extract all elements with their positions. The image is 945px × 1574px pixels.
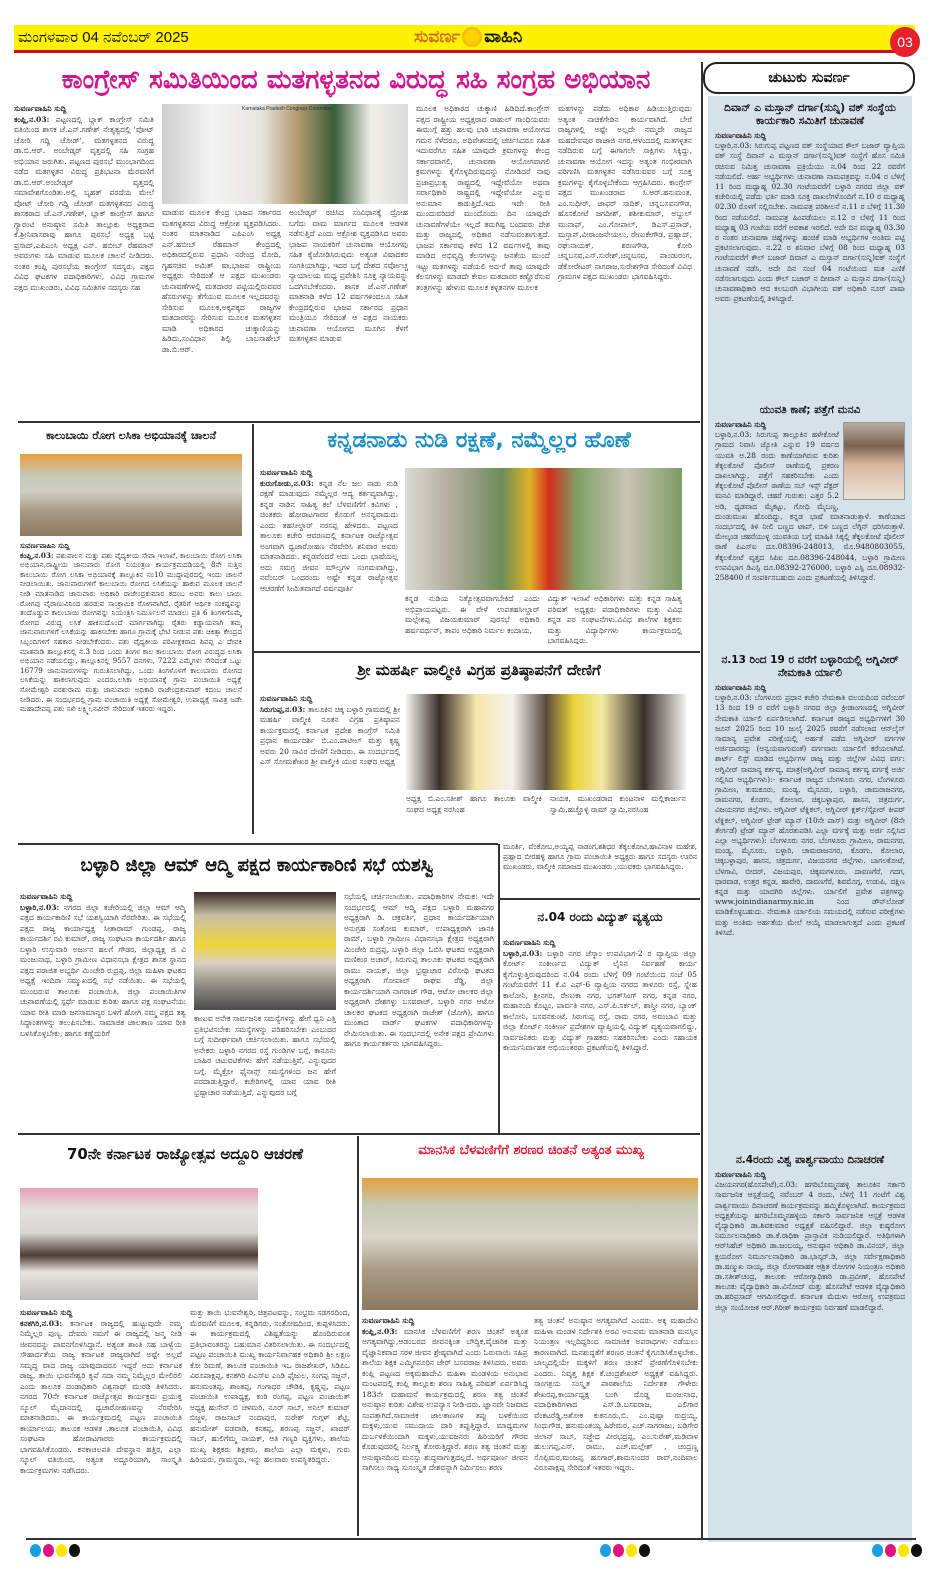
magenta-dot-icon: [43, 1544, 54, 1557]
article-text: ಮಾಡುವ ಮೂಲಕ ಕೇಂದ್ರ ಭಾಜಪ ಸರ್ಕಾರದ ಮತಗಳ್ಳತನದ ವಿರುದ್ಧ ಆಕ್ರೋಶ ವ್ಯಕ್ತಪಡಿಸಿದರು. ನಂತರ ಮಾತನಾಡಿದ ಎಪಿಎಂಸಿ ಅಧ್ಯಕ್ಷ ಎನ್.ಹಬೀಬ್ ರೆಹಮಾನ್ ಕೇಂದ್ರದಲ್ಲಿ ಅಧಿಕಾರದಲ್ಲಿರುವ ಪ್ರಧಾನಿ ನರೇಂದ್ರ ಮೋದಿ, ಗೃಹಸಚಿವ ಅಮಿತ್ ಷಾ,ಭಾಜಪ ರಾಷ್ಟ್ರೀಯ ಅಧ್ಯಕ್ಷರು ಸೇರಿದಂತೆ ಆ ಪಕ್ಷದ ಮುಖಂಡರು ಚುನಾವಣೆಗಳಲ್ಲಿ ಮತದಾರರ ಪಟ್ಟಿಯಲ್ಲಿರುವವರ ಹೆಸರುಗಳನ್ನು ತೆಗೆಯುವ ಮೂಲಕ ಇಲ್ಲದವರನ್ನು ಸೇರಿಸುವ ಮೂಲಕ,ಅಕ್ಕಪಕ್ಕದ ರಾಜ್ಯಗಳ ಮತದಾರರನ್ನು ಸೇರಿಸುವ ಮೂಲಕ ಮತಗಳ್ಳತನ ಮಾಡಿ ಅಧಿಕಾರದ ಚುಕ್ಕಾಣಿಯನ್ನು ಹಿಡಿದು,ಸಂವಿಧಾನ ಶಿಲ್ಪಿ ಬಾಬಸಾಹೇಬ್ ಡಾ.ಬಿ.ಆರ್.: [162, 208, 281, 354]
article-text: ಕನ್ನಡ ನುಡಿಯ ನಿತ್ಯೋತ್ಸವವಾಗಬೇಕಿದೆ ಎಂದು ಅಭಿಪ್ರಾಯಪಟ್ಟರು. ಈ ವೇಳೆ ಉಪತಹಸೀಲ್ದಾರ್ ಮಲ್ಲೇಶಪ್ಪ ವಿಜಯಕುಮಾರ್ ಪುರಸಭೆ ಅಧಿಕಾರಿ ಹರ್ಷವರ್ಧನ್, ತಾಪಂ ಅಧಿಕಾರಿ ನಿರ್ಮಲ ಕಂದಾಯ,: [405, 594, 540, 635]
article-text: ಬಳ್ಳಾರಿ,ನ.03: ಸಿರುಗುಪ್ಪ ಪಟ್ಟಣದ ವಕ್ ಸಂಸ್ಥೆಯಾದ ಕೌಲ್ ಬಜಾರ್ ವ್ಯಾಪ್ತಿಯ ವಕ್ ಸಂಸ್ಥೆ ದಿವಾನ್ ಎ ಮಸ್ತಾನ್ ದರ್ಗಾ(ಸುನ್ನಿ)ವಕ್ ಸಂಸ್ಥೆಗೆ ಹೊಸ ಸಮಿತಿ ರಚಿಸುವ ನಿಮಿತ್ತ ಚುನಾವಣಾ ಪ್ರಕ್ರಿಯೆಯು ನ.04 ರಿಂದ 22 ರವರೆಗೆ ನಡೆಯಲಿದೆ. ಅರ್ಹ ಅಭ್ಯರ್ಥಿಗಳು ಚುನಾವಣಾ ನಾಮಪತ್ರವನ್ನು ನ.04 ರ ಬೆಳಿಗ್ಗೆ 11 ರಿಂದ ಮಧ್ಯಾಹ್ನ 02.30 ಗಂಟೆಯವರೆಗೆ ಬಳ್ಳಾರಿ ನಗರದ ಜಿಲ್ಲಾ ವಕ್ ಕಚೇರಿಯಲ್ಲಿ ಪಡೆದು ಭರ್ತಿ ಮಾಡಿ ಸೂಕ್ತ ದಾಖಲೆಗಳೊಂದಿಗೆ ನ.10 ರ ಮಧ್ಯಾಹ್ನ 02.30 ರೊಳಗೆ ಸಲ್ಲಿಸಬೇಕು. ನಾಮಪತ್ರ ಪರಿಶೀಲನೆ ನ.11 ರ ಬೆಳಿಗ್ಗೆ 11.30 ರಿಂದ ನಡೆಯಲಿದೆ. ನಾಮಪತ್ರ ಹಿಂಪಡೆಯಲು ನ.12 ರ ಬೆಳಿಗ್ಗೆ 11 ರಿಂದ ಮಧ್ಯಾಹ್ನ 03 ಗಂಟೆಯ ವರೆಗೆ ಅವಕಾಶ ಇರಲಿದೆ. ಅದೇ ದಿನ ಮಧ್ಯಾಹ್ನ 03.30 ರ ನಂತರ ಚುನಾವಣಾ ಚಿಹ್ನೆಗಳನ್ನು ಹಂಚಿಕೆ ಮಾಡಿ ಅಭ್ಯರ್ಥಿಗಳ ಅಂತಿಮ ಪಟ್ಟಿ ಪ್ರಕಟಿಸಲಾಗುವುದು. ನ.22 ರ ಶನಿವಾರ ಬೆಳಿಗ್ಗೆ 08 ರಿಂದ ಮಧ್ಯಾಹ್ನ 03 ಗಂಟೆಯವರೆಗೆ ಕೌಲ್ ಬಜಾರ್ ದಿವಾನ್ ಎ ಮಸ್ತಾನ್ ದರ್ಗಾ(ಸುನ್ನಿ)ವಕ್ ಸಂಸ್ಥೆಗೆ ಚುನಾವಣೆ ನಡೆಸಿ, ಅದೇ ದಿನ ಸಂಜೆ 04 ಗಂಟೆಯಿಂದ ಮತ ಎಣಿಕೆ ನಡೆಸಲಾಗುವುದು ಎಂದು ಕೌಲ್ ಬಜಾರ್ ನ ದೀವಾನ್ ಎ ಮಸ್ತಾನ ದರ್ಗಾ(ಸುನ್ನಿ) ಚುನಾವಣಾಧಿಕಾರಿ ಆದ ಕಲಬುರಗಿ ವಿಭಾಗೀಯ ವಕ್ ಅಧಿಕಾರಿ ನೂರ್ ಪಾಷಾ ಅವರು ಪ್ರಕಟಣೆಯಲ್ಲಿ ತಿಳಿಸಿದ್ದಾರೆ.: [715, 141, 905, 304]
byline: ಸುವರ್ಣವಾಹಿನಿ ಸುದ್ದಿ: [715, 131, 766, 140]
article-text: ಮೂಲಕ ಅಧಿಕಾರದ ಚುಕ್ಕಾಣಿ ಹಿಡಿದಿದೆ.ಕಾಂಗ್ರೇಸ್ ಪಕ್ಷದ ರಾಷ್ಟ್ರೀಯ ಅಧ್ಯಕ್ಷರಾದ ರಾಹುಲ್ ಗಾಂಧಿಯವರು ಈಮುಗ್ಗೆ ಹತ್ತು ಹಲವು ಭಾರಿ ಚುನಾವಣಾ ಆಯೋಗದ ಗಮನ ಸೆಳೆದರೂ, ಅಧಿವೇಶನದಲ್ಲಿ ಚರ್ಚಿಸಿದರೂ ಸಹಿತ ಇದುವರೆಗೂ ಸಹಿತ ಯಾವುದೇ ಕ್ರಮಗಳನ್ನು ಕೇಂದ್ರ ಸರ್ಕಾರವಾಗಲಿ, ಚುನಾವಣಾ ಆಯೋಗವಾಗಲಿ ಕ್ರಮಗಳನ್ನು ಕೈಗೊಳ್ಳದಿರುವುದನ್ನು ನೋಡಿದರೆ ನಾವು ಪ್ರಜಾಪ್ರಭುತ್ವ ರಾಷ್ಟ್ರದಲ್ಲಿ ಇದ್ದೇವೆಯೋ ಅಥವಾ ಸರ್ವಾಧಿಕಾರಿ ರಾಷ್ಟ್ರದಲ್ಲಿ ಇದ್ದೇವೆಯೋ ಎನ್ನುವ ಅನುಮಾನ ಕಾಡುತ್ತಿದೆ.ಇದು ಇದೇ ರೀತಿ ಮುಂದುವರಿದರೆ ಮುಂದೊಂದು ದಿನ ಯಾವುದೇ ಚುನಾವಣೆಗಳೆಯೇ ಇಲ್ಲದೆ ತಮಗಿಷ್ಟ ಬಂದವರು ದೇಶ ಮತ್ತು ರಾಜ್ಯದಲ್ಲಿ ಅಧಿಕಾರ ನಡೆಸುವಂತಾಗುತ್ತದೆ. ಭಾಜಪ ಸರ್ಕಾರವು ಕಳೆದ 12 ವರ್ಷಗಳಲ್ಲಿ ತಾವು ಮಾಡಿದ ಅಭಿವೃದ್ಧಿ ಕೆಲಸಗಳನ್ನು ಜನತೆಯ ಮುಂದೆ ಇಟ್ಟು ಮತಗಳನ್ನು ಪಡೆಯಲಿ ಅದ-ರೆ ತಾವು ಯಾವುದೇ ಕೆಲಸಗಳನ್ನು ಮಾಡದೇ ಕೇವಲ ಮತದಾರರ ಕಣ್ಣೊರೆಸುವ ತಂತ್ರಗಳನ್ನು ಹೇಳುವ ಮೂಲಕ ಕಳ್ಳತನಗಳ ಮೂಲಕ: [416, 104, 550, 292]
story-valmiki-idol-donation: [258, 654, 700, 834]
sharana-cow-photo: [362, 1178, 698, 1310]
sidebar-item-missing-woman: [708, 398, 912, 648]
headline: ಯುವತಿ ಕಾಣೆ; ಪತ್ತೆಗೆ ಮನವಿ: [759, 404, 861, 416]
divider: [18, 421, 700, 423]
black-dot-icon: [639, 1544, 650, 1557]
article-text: ಕನ್ನಡ ನೆಲ ಜಲ ನಾಡು ನುಡಿ ರಕ್ಷಣೆ ಮಾಡುವುದು ನಮ್ಮೆಲ್ಲರ ಆದ್ಯ ಕರ್ತವ್ಯವಾಗಿದ್ದು, ಕನ್ನಡ ನಾಡಿನ ಸಾಹಿತ್ಯ ಕಲೆ ಬೆಳವಣಿಗೆಗೆ ಕವಿಗಳು , ಚಿಂತಕರು ಹೋರಾಟಗಾರರ ಕೊಡುಗೆ ಅನನ್ಯವಾದುದು ಎಂದು ತಹಸೀಲ್ದಾರ್ ನರಸಪ್ಪ ಹೇಳಿದರು. ಪಟ್ಟಣದ ತಾಲೂಕು ಕಚೇರಿ ಆವರಣದಲ್ಲಿ ಕರ್ನಾಟಕ ರಾಜ್ಯೋತ್ಸವ ಅಂಗವಾಗಿ ಧ್ವಜಾರೋಹಣ ನೆರವೇರಿಸಿ ಶನಿವಾರ ಅವರು ಮಾತನಾಡಿದರು. ಕನ್ನಡವೆಂದರೆ ಅದು ಒಂದು ಭಾಷೆಯಲ್ಲ ಅದು ಸಮಗ್ರ ಜೀವನ ಮೌಲ್ಯಗಳ ಸಂಗಮವಾಗಿದ್ದು, ನವೆಂಬರ್ ಒಂದರಂದು ಅಷ್ಟೇ ಕನ್ನಡ ರಾಜ್ಯೋತ್ಸವ ಆಚರಣೆಗೆ ಸೀಮಿತವಾಗದೆ ವರ್ಷಪೂರ್ತಿ: [260, 478, 398, 593]
article-text: ಅಂಬೇಡ್ಕರ್ ರಚಿಸಿದ ಸಂವಿಧಾನಕ್ಕೆ ದ್ರೋಹ ಬಗೆದು ವಾಮ ಮಾರ್ಗದ ಮೂಲಕ ಆಡಳಿತ ನಡೆಸುತ್ತಿದೆ ಎಂದು ಆಕ್ರೋಶ ವ್ಯಕ್ತಪಡಿಸಿದ ಅವರು ಭಾಜಪ ನಾಯಕರಿಗೆ ಚುನಾವಣಾ ಆಯೋಗವು ಸಹಿತ ಕೈಜೋಡಿಸಿರುವುದು ಅತ್ಯಂತ ವಿಷಾದಕರ ಸಂಗತಿಯಾಗಿದ್ದು, ಇದರ ಬಗ್ಗೆ ದೇಶದ ಸರ್ವೋಚ್ಚ ನ್ಯಾಯಾಲಯ ಮಧ್ಯ ಪ್ರವೇಶಿಸಿ ಸೂಕ್ತ ನ್ಯಾಯವನ್ನು ಒದಗಿಸಬೇಕೆಂದರು. ಶಾಸಕ ಜೆ.ಎನ್.ಗಣೇಶ್ ಮಾತನಾಡಿ ಕಳೆದ 12 ವರ್ಷಗಳಿಂದಲೂ ಸಹಿತ ಕೇಂದ್ರದಲ್ಲಿರುವ ಭಾಜಪ ಸರ್ಕಾರದ ಪ್ರಧಾನ ಮಂತ್ರಿಯೂ ಸೇರಿದಂತೆ ಆ ಪಕ್ಷದ ನಾಯಕರು ಚುನಾವಣಾ ಆಯೋಗದ ಮೂಗಿನ ಕೆಳಗೆ ಮತಗಳ್ಳತನ ಮಾಡುವ: [289, 208, 408, 343]
headline: ಕಾಲುಬಾಯಿ ರೋಗ ಲಸಿಕಾ ಅಭಿಯಾನಕ್ಕೆ ಚಾಲನೆ: [45, 429, 217, 442]
article-text: ಕರ್ನಾಟಕ ರಾಜ್ಯದಲ್ಲಿ ಹುಟ್ಟುವುದೇ ನಮ್ಮ ನಿಮ್ಮೆಲ್ಲರ ಪುಣ್ಯ. ದೇವರು ನಮಗೆ ಈ ರಾಜ್ಯದಲ್ಲಿ ಜನ್ಮ ನೀಡಿ ಜೀವನವನ್ನು ಪಾವನಗೊಳಿಸಿದ್ದಾನೆ. ಅತ್ಯಂತ ಶಾಂತಿ ಸಹ ಬಾಳ್ವೆಯ ಸೌಹಾರ್ದತೆಯ ರಾಜ್ಯ ಕರ್ನಾಟಕ ರಾಜ್ಯವಾಗಿದೆ ಅಷ್ಟೇ ಅಲ್ಲದೆ ಸಮೃದ್ಧ ವಾದ ರಾಜ್ಯ ಯಾವುದಾದರೂ ಇದ್ದರೆ ಅದು ಕರ್ನಾಟಕ ರಾಜ್ಯ, ತಾಯಿ ಭುವನೇಶ್ವರಿ ಕೃಪೆ ಸದಾ ನಮ್ಮ ನಿಮ್ಮೆಲ್ಲರ ಮೇಲಿರಲಿ ಎಂದು ತಾಲೂಕ ದಂಡಾಧಿಕಾರಿ ವಿಶ್ವನಾಥ್ ಮುರಡಿ ತಿಳಿಸಿದರು. ನಗರದ 70ನೇ ಕರ್ನಾಟಕ ರಾಜ್ಯೋತ್ಸವ ಕಾರ್ಯಕ್ರಮ ಪ್ರಯುಕ್ತ ಸ್ಕೂಲ್ ಮೈದಾನದಲ್ಲಿ ಧ್ವಜಾರೋಹಣವನ್ನು ನೆರವೇರಿಸಿ ಮಾತನಾಡಿದರು. ಈ ಕಾರ್ಯಕ್ರಮದಲ್ಲಿ ಪಟ್ಟಣ ಪಂಚಾಯಿತಿ ಕಾರ್ಯಾಲಯ, ತಾಲೂಕ ಆಡಳಿತ ,ತಾಲೂಕ ಪಂಚಾಯಿತಿ, ವಿವಿಧ ಸಂಘಟನಾ ಹೋರಾಟಗಾರರು ಕಾರ್ಯಕ್ರಮದಲ್ಲಿ ಭಾಗವಹಿಸಿಕೊಂಡರು. ಕನಕಾಚಲಪತಿ ದೇವಸ್ಥಾನ ಹತ್ತಿರ, ಎಲ್ಲಾ ಸ್ಕೂಲ್ ವತಿಯಿಂದ, ಅತ್ಯಂತ ಅದ್ದೂರಿಯಾಗಿ, ಸಾಂಸ್ಕೃತಿ ಕಾರ್ಯಕ್ರಮಗಳು ನಡೆಸಿದರು.: [20, 1318, 182, 1475]
byline: ಸುವರ್ಣವಾಹಿನಿ ಸುದ್ದಿ: [503, 938, 556, 947]
article-column: [715, 683, 905, 938]
divider: [500, 898, 700, 900]
registration-marks-center: [600, 1544, 650, 1557]
article-column: [416, 104, 550, 414]
photo-caption: [550, 794, 686, 830]
divider: [254, 651, 700, 653]
divider: [252, 424, 254, 834]
divider: [701, 62, 703, 1540]
aap-group-photo: [194, 892, 336, 1010]
registration-marks-left: [30, 1544, 80, 1557]
byline: ಸುವರ್ಣವಾಹಿನಿ ಸುದ್ದಿ: [14, 104, 67, 113]
byline: ಸುವರ್ಣವಾಹಿನಿ ಸುದ್ದಿ: [715, 1170, 766, 1179]
article-text: ವಿದ್ಯುತ್ ಇಲಾಖೆ ಅಧಿಕಾರಿಗಳು ಮತ್ತು ಕನ್ನಡ ಸಾಹಿತ್ಯ ಪರಿಷತ್ ಅಧ್ಯಕ್ಷರು ಪದಾಧಿಕಾರಿಗಳು ಮತ್ತು ವಿವಿಧ ಕನ್ನಡ ಪರ ಸಂಘಟನೆಗಳು.ವಿವಿಧ ಶಾಲೆಗಳ ಶಿಕ್ಷಕರು ಮತ್ತು ವಿದ್ಯಾರ್ಥಿಗಳು ಕಾರ್ಯಕ್ರಮದಲ್ಲಿ ಭಾಗವಹಿಸಿದ್ದರು.: [547, 594, 682, 644]
story-rajyotsava-celebration: [18, 1136, 352, 1536]
yellow-dot-icon: [898, 1544, 909, 1557]
article-text: ಬಳ್ಳಾರಿ ನಗರ ಜೆಸ್ಕಾಂ ಉಪವಿಭಾಗ-2 ರ ವ್ಯಾಪ್ತಿಯ ಜಿಲ್ಲಾ ಕೋರ್ಟ್ ಸಂಕೀರ್ಣದ ವಿದ್ಯುತ್ ಲೈನಿನ ನಿರ್ವಹಣೆ ಕಾರ್ಯ ಕೈಗೊಳ್ಳುತ್ತಿರುವುದರಿಂದ ನ.04 ರಂದು ಬೆಳಿಗ್ಗೆ 09 ಗಂಟೆಯಿಂದ ಸಂಜೆ 05 ಗಂಟೆಯವರೆಗೆ 11 ಕೆ.ವಿ ಎಫ್-6 ವ್ಯಾಪ್ತಿಯ ನಗರದ ತಾಳೂರು ರಸ್ತೆ, ಸ್ನೇಹ ಕಾಲೋನಿ, ಶ್ರೀನಗರ, ರೇಣುಕಾ ನಗರ, ಭಗತ್‌ಸಿಂಗ್ ನಗರ, ಕನ್ನಡ ನಗರ, ಮಹಾನಂದಿ ಕೊಟ್ಟಂ, ಪಾರ್ವತಿ ನಗರ, ಎಸ್.ಪಿ.ಸರ್ಕಲ್, ಶಾಸ್ತ್ರೀ ನಗರ, ಬ್ಯಾಂಕ್ ಕಾಲೋನಿ, ಬಸವನಕುಂಟೆ, ಸಿರುಗುಪ್ಪ ರಸ್ತೆ, ರಾಮ ನಗರ, ಅವಂಬಾವಿ ಮತ್ತು ಜಿಲ್ಲಾ ಕೋರ್ಟ್ ಸಂಕೀರ್ಣ ಪ್ರದೇಶಗಳ ವ್ಯಾಪ್ತಿಯಲ್ಲಿ ವಿದ್ಯುತ್ ವ್ಯತ್ಯಯವಾಗಲಿದ್ದು, ಸಾರ್ವಜನಿಕರು ಮತ್ತು ವಿದ್ಯುತ್ ಗ್ರಾಹಕರು ಸಹಕರಿಸಬೇಕು ಎಂದು ಸಹಾಯಕ ಕಾರ್ಯನಿರ್ವಾಹಕ ಅಭಿಯಂತರರು ಪ್ರಕಟಣೆಯಲ್ಲಿ ತಿಳಿಸಿದ್ದಾರೆ.: [503, 948, 697, 1052]
photo-banner-text: Karnataka Pradesh Congress Committee: [242, 106, 334, 112]
vaccination-photo: [20, 454, 242, 536]
headline: ಮಾನಸಿಕ ಬೆಳವಣಿಗೆಗೆ ಶರಣರ ಚಿಂತನೆ ಅತ್ಯಂತ ಮುಖ್ಯ: [418, 1143, 644, 1158]
article-text: ವಿಜಯನಗರ(ಹೊಸಪೇಟೆ),ನ.03: ಹಗರಿಬೊಮ್ಮನಹಳ್ಳಿ ತಾಲೂಕಿನ ಸರ್ಕಾರಿ ಸಾರ್ವಜನಿಕ ಆಸ್ಪತ್ರೆಯಲ್ಲಿ ನವೆಂಬರ್ 4 ರಂದು, ಬೆಳಿಗ್ಗೆ 11 ಗಂಟೆಗೆ ವಿಶ್ವ ಪಾರ್ಶ್ವವಾಯು ದಿನಾಚರಣೆ ಕಾರ್ಯಕ್ರಮವನ್ನು ಹಮ್ಮಿಕೊಳ್ಳಲಾಗಿದೆ. ಕಾರ್ಯಕ್ರಮದ ಅಧ್ಯಕ್ಷತೆಯನ್ನು ಹಗರಿಬೊಮ್ಮನಹಳ್ಳಿಯ ಸರ್ಕಾರಿ ಸಾರ್ವಜನಿಕ ಆಸ್ಪತ್ರೆ ಆಡಳಿತ ವೈದ್ಯಾಧಿಕಾರಿ ಡಾ.ಶಿವಕುಮಾರ ಅಧ್ಯಕ್ಷತೆ ವಹಿಸಲಿದ್ದಾರೆ. ಜಿಲ್ಲಾ ಕುಷ್ಠರೋಗ ನಿರ್ಮೂಲನಾಧಿಕಾರಿ ಡಾ.ಕೆ.ರಾಧಿಕಾ ಪ್ರಾಸ್ತಾವಿಕ ನುಡಿಯಲಿದ್ದಾರೆ. ಅತಿಥಿಗಳಾಗಿ ಆರ್‌ಸಿಹೆಚ್ ಅಧಿಕಾರಿ ಡಾ.ಜಂಬಯ್ಯ, ಅನುಷ್ಠಾನ ಅಧಿಕಾರಿ ಡಾ.ವಿನಯ್, ಜಿಲ್ಲಾ ಕ್ಷಯರೋಗ ನಿರ್ಮೂಲನಾಧಿಕಾರಿ ಡಾ.ಭಾಸ್ಕರ್.ಡಿ, ಜಿಲ್ಲಾ ಸರ್ವೇಕ್ಷಣಾಧಿಕಾರಿ ಡಾ.ಷಣ್ಮುಖ ನಾಯ್ಕ, ಜಿಲ್ಲಾ ರೋಗವಾಹಕ ಆಶ್ರಿತ ರೋಗಗಳ ನಿಯಂತ್ರಣ ಅಧಿಕಾರಿ ಡಾ.ಸತೀಶ್‌ಚಂದ್ರ, ತಾಲೂಕು ಆರೋಗ್ಯಾಧಿಕಾರಿ ಡಾ.ಪ್ರವೀಣ್, ಹೊಸಪೇಟೆ ತಾಲೂಕು ವೈದ್ಯಾಧಿಕಾರಿ ಡಾ.ವಿನೋದ್ ಮತ್ತು ಹೊಸಪೇಟೆ ಆಡಳಿತ ವೈದ್ಯಾಧಿಕಾರಿ ಡಾ.ಹರಿಪ್ರಸಾದ್ ಆಗಮಿಸಲಿದ್ದಾರೆ. ಕರ್ನಾಟಕ ಮೆದುಳು ಆರೋಗ್ಯ ಉಪಕ್ರಮದ ಜಿಲ್ಲಾ ಸಂಯೋಜಕ ಆರ್.ಗಿರೀಶ್ ಕಾರ್ಯಕ್ರಮ ನಿರ್ವಹಣೆ ಮಾಡಲಿದ್ದಾರೆ.: [715, 1180, 905, 1312]
yellow-dot-icon: [56, 1544, 67, 1557]
headline: ದಿವಾನ್ ಎ ಮಸ್ತಾನ್ ದರ್ಗಾ(ಸುನ್ನಿ) ವಕ್ ಸಂಸ್ಥೆಯ ಕಾರ್ಯಕಾರಿ ಸಮಿತಿಗೆ ಚುನಾವಣೆ: [724, 102, 896, 127]
article-column: [715, 1170, 905, 1313]
article-text: ಪಶುಪಾಲನ ಮತ್ತು ಪಶು ವೈದ್ಯಕೀಯ ಸೇವಾ ಇಲಾಖೆ, ಕಾಲುಬಾಯಿ ರೋಗ ಲಸಿಕಾ ಅಭಿಯಾನ,ರಾಷ್ಟ್ರೀಯ ಜಾನುವಾರು ರೋಗ ನಿಯಂತ್ರಣ ಕಾರ್ಯಕ್ರಮದಡಿಯಲ್ಲಿ 8ನೇ ಸುತ್ತಿನ ಕಾಲುಬಾಯಿ ರೋಗ ಲಸಿಕಾ ಅಭಿಯಾನಕ್ಕೆ ತಾಲ್ಲೂಕಿನ ನಂ10 ಮುದ್ದಾಪುರದಲ್ಲಿ ಇಂದು ಚಾಲನೆ ನೀಡಲಾಯಿತು. ಜಾನುವಾರುಗಳಿಗೆ ಕಾಲುಬಾಯಿ ರೋಗದ ಲಸಿಕೆಯನ್ನು ಹಾಕುವ ಮೂಲಕ ಚಾಲನೆ ನೀಡಿ ಮಾತನಾಡಿದ ಜಾನುವಾರು ಅಧಿಕಾರಿ ರಾಜೇಂದ್ರಕುಮಾರ ಕದಂಬ ಅವರು ಕಾಲು ಬಾಯಿ ರೋಗವು ವೈರಾಣುವಿನಿಂದ ಹರಡುವ ಸಾಂಕ್ರಾಮಿಕ ರೋಗವಾಗಿದೆ. ರೈತರಿಗೆ ಆರ್ಥಿಕ ಸಂಕಷ್ಟವನ್ನು ತಂದೊಡ್ಡುವ ಕಾಲುಬಾಯಿ ರೋಗವನ್ನು ನಿಯಂತ್ರಿಸಿ ನಿರ್ಮೂಲನೆ ಮಾಡಲು ಪ್ರತಿ 6 ತಿಂಗಳಿಗೊಮ್ಮೆ ರೋಗದ ವಿರುದ್ಧ ಲಸಿಕೆ ಹಾಕಿಸುದೊಂದೆ ಮಾರ್ಗವಾಗಿದ್ದು ರೈತರು ಕಡ್ಡಾಯವಾಗಿ ತಮ್ಮ ಜಾನುವಾರುಗಳಿಗೆ ಲಸಿಕೆಯನ್ನು ಹಾಕಿಸಬೇಕು ಹಾಗೂ ಗ್ರಾಮಕ್ಕೆ ಭೇಟಿ ನೀಡುವ ಪಶು ಚಿಕಿತ್ಸಾ ಕೇಂದ್ರದ ಸಿಬ್ಬಂದಿಗಳಿಗೆ ಸಹಕಾರ ನೀಡಬೇಕೆಂದರು. ಪಶು ವೈದ್ಯಕೀಯ ಪರಿವೀಕ್ಷಕರಾದ ಶಿವಪ್ಪ ಎ ದೇವಕಿ ಮಾತನಾಡಿ ತಾಲ್ಲೂಕಿನಲ್ಲಿ ನ.3 ರಿಂದ ಒಂದು ತಿಂಗಳ ಕಾಲ ಕಾಲುಬಾಯಿ ರೋಗ ವಿರುದ್ಧದ ಲಸಿಕಾ ಅಭಿಯಾನ ನಡೆಯಲಿದ್ದು, ತಾಲ್ಲೂಕಿನಲ್ಲಿ 9557 ದನಗಳು, 7222 ಎಮ್ಮೆಗಳು ಸೇರಿದಂತೆ ಒಟ್ಟು 16779 ಜಾನುವಾರುಗಳನ್ನು ಗುರುತಿಸಲಾಗಿದ್ದು, ಒಂದು ತಿಂಗಳೊಳಗೆ ಕಾಲುಬಾಯಿ ರೋಗದ ಲಸಿಕೆಯನ್ನು ಹಾಕಲಾಗುವುದು ಎಂದರು.ಲಸಿಕಾ ಅಭಿಯಾನಕ್ಕೆ ಗ್ರಾಮ ಪಂಚಾಯಿತಿ ಅಧ್ಯಕ್ಷೆ ಸೋಮೇಶ್ವರಿ ಪರಶುರಾಮ ಮತ್ತು ಜಾನುವಾರು ಅಧಿಕಾರಿ ರಾಜೇಂದ್ರಕುಮಾರ್ ಕದಂಬ ಚಾಲನೆ ನೀಡಿದರು. ಈ ಸಂದರ್ಭದಲ್ಲಿ ಗ್ರಾಮ ಪಂಚಾಯಿತಿ ಅಧ್ಯಕ್ಷೆ ಸೋಮೇಶ್ವರಿ, ಉಪಾಧ್ಯಕ್ಷೆ ಸಾವಿತ್ರ ಜಡೇ ಮಹಾದೇವಪ್ಪ ಪಶು ಸಖಿ ಲಕ್ಷ್ಮೀ,ನವೀನ್ ಸೇರಿದಂತೆ ಇತರರು ಇದ್ದರು.: [20, 550, 242, 714]
article-text: ಮತಗಳನ್ನು ಪಡೆದು ಅಧಿಕಾರ ಹಿಡಿಯುತ್ತಿರುವುದು ಅತ್ಯಂತ ನಾಚಿಕೆಗೇಡಿನ ಕಾರ್ಯವಾಗಿದೆ. ಬೇರೆ ರಾಜ್ಯಗಳಲ್ಲಿ ಅಷ್ಟೇ ಅಲ್ಲದೇ ನಮ್ಮದೇ ರಾಜ್ಯದ ಮಹದೇವಪುರ ರಾಜಾಜಿ ನಗರ,ಆಳಂದದಲ್ಲಿ ಮತಗಳ್ಳತನ ನಡೆದಿರುವ ಬಗ್ಗೆ ಈಗಾಗಲೇ ಸಾಕ್ಷಿಗಳು ಸಿಕ್ಕಿದ್ದು, ಚುನಾವಣಾ ಆಯೋಗ ಇದನ್ನು ಅತ್ಯಂತ ಗಂಭೀರವಾಗಿ ಪರಿಗಣಿಸಿ ಮತಗಳ್ಳತನ ನಡೆಸಿರುವವರ ಬಗ್ಗೆ ಸೂಕ್ತ ಕ್ರಮಗಳನ್ನು ಕೈಗೊಳ್ಳಬೇಕೆಂದು ಆಗ್ರಹಿಸಿದರು. ಕಾಂಗ್ರೇಸ್ ಪಕ್ಷದ ಮುಖಂಡರಾದ ಸಿ.ಆರ್.ಹನುಮಂತ, ಎಂ.ಸುಧೀರ್, ಜಾಫರ್ ಸಾದಿಕ್, ಚನ್ನಬಸವನಗೌಡ, ಹೊಸಕೋಟೆ ಜಗದೀಶ್, ಶಶೀಕುಮಾರ್, ಅಬ್ದುಲ್ ಮುನಾಫ್, ಎಂ.ಗೋಪಾಲ್, ಡಿಎಸ್.ಪ್ರಸಾದ್, ಮಸ್ತಾನ್,ವೀರಾಂಜನೇಯಲು, ರೇಣುಕೇಗೌಡ, ಪ್ರಹ್ಲಾದ್, ರಘುನಾಯಕ್, ಶರಣಗೌಡ, ಕೋರಿ ಚನ್ನಬಸವ,ಎಸ್.ಸುರೇಶ್,ಚನ್ನಬಸವ, ಪಾಂಡುರಂಗ, ಡೆಕೋರೇಟರ್ ನಾಗರಾಜ,ಸುರೇಶಗೌಡ ಸೇರಿದಂತೆ ವಿವಿಧ ಗ್ರಾಮಗಳ ಪಕ್ಷದ ಮುಖಂಡರು ಭಾಗವಹಿಸಿದ್ದರು.: [558, 104, 692, 281]
logo-left-text: ಸುವರ್ಣ: [414, 27, 461, 47]
sun-emblem-icon: [462, 27, 482, 47]
article-column: [20, 541, 242, 830]
dateline: ಕಂಪ್ಲಿ,ನ.03:: [14, 114, 50, 124]
article-text: ಕಾಣುವ ಅನೇಕ ಸಾರ್ವಜನಿಕ ಸಮಸ್ಯೆಗಳನ್ನು ಹೇಗೆ ಧ್ವನಿ ಎತ್ತಿ ಪ್ರತಿಭಟಿಸಬೇಕು ಸಮಸ್ಯೆಗಳನ್ನು ಪರಿಹರಿಸಬೇಕು ಎಂಬುದರ ಬಗ್ಗೆ ಸುದೀರ್ಘವಾಗಿ ಚರ್ಚಿಸಲಾಯಿತು. ಹಾಗೂ ಸಭೆಯಲ್ಲಿ ಅನೇಕರು ಬಳ್ಳಾರಿ ನಗರದ ರಸ್ತೆ ಗುಂಡಿಗಳ ಬಗ್ಗೆ, ಕಾನೂನು ಬಾಹಿರ ಚಟುವಟಿಕೆಗಳು ಹೇಗೆ ನಡೆಯುತ್ತಿವೆ, ಎನ್ನುವುದರ ಬಗ್ಗೆ, ಮೈಕ್ರೋ ಫೈನಾನ್ಸ್ ಸಮಸ್ಯೆಗಳಿಂದ ಜನ ಹೇಗೆ ಪರದಾಡುತ್ತಿದ್ದಾರೆ, ಕಚೇರಿಗಳಲ್ಲಿ ಯಾವ ಯಾವ ರೀತಿ ಭ್ರಷ್ಟಾಚಾರ ನಡೆಯುತ್ತಿದೆ, ಎನ್ನುವುದರ ಬಗ್ಗೆ: [194, 1014, 336, 1097]
headline: 70ನೇ ಕರ್ನಾಟಕ ರಾಜ್ಯೋತ್ಸವ ಅದ್ದೂರಿ ಆಚರಣೆ: [66, 1145, 304, 1163]
article-column: [20, 1308, 182, 1536]
dateline: ಕಂಪ್ಲಿ,ನ.03:: [362, 1326, 398, 1336]
divider: [357, 1136, 359, 1536]
article-column: [503, 938, 697, 1128]
black-dot-icon: [911, 1544, 922, 1557]
page-bottom-rule: [26, 1538, 916, 1540]
cyan-dot-icon: [600, 1544, 611, 1557]
headline: ಶ್ರೀ ಮಹರ್ಷಿ ವಾಲ್ಮೀಕಿ ವಿಗ್ರಹ ಪ್ರತಿಷ್ಠಾಪನೆಗೆ ದೇಣಿಗೆ: [357, 661, 601, 679]
cyan-dot-icon: [872, 1544, 883, 1557]
masthead: [14, 25, 915, 53]
article-text: ಮಾನಸಿಕ ಬೆಳವಣಿಗೆಗೆ ಶರಣ ಚಿಂತನೆ ಅತ್ಯಂತ ಅಗತ್ಯವಾಗಿದ್ದು,ಆಡಂಬರದ ಜೀವನಕ್ಕಿಂತ ಬೌದ್ಧಿಕ,ವೈಚಾರಿಕ ಮತ್ತು ವೈಜ್ಞಾನಿಕವಾದ ಸರಳ ಜೀವನ ಶ್ರೇಷ್ಠವಾಗಿದೆ ಎಂದು ಓರುವಾಯಿ ಸಹಿಪ್ರ ಶಾಲೆಯ ಶಿಕ್ಷಕ ಎಮ್ಮಿಗನೂರಿನ ಜೇರ್ ಬಸವರಾಜ ತಿಳಿಸಿದರು. ಅವರು ಕಂಪ್ಲಿ ಪಟ್ಟಣದ ಅಕ್ಕಮಹಾದೇವಿ ಮಹಿಳಾ ಮಂಡಳಿಯ ಅನುಭಾವ ಮಂಟಪದಲ್ಲಿ ಕಂಪ್ಲಿ ತಾಲ್ಲೂಕು ಶರಣ ಸಾಹಿತ್ಯ ಪರಿಷತ್ ಏರ್ಪಡಿಸಿದ್ದ 183ನೇ ಮಹಾಮನೆ ಕಾರ್ಯಕ್ರಮದಲ್ಲಿ ಶರಣ ತತ್ವ ಚಿಂತನೆ ಅನುಷ್ಠಾನ ಕುರಿತು ವಿಶೇಷ ಉಪನ್ಯಾಸ ನೀಡಿ-ದರು. ಜ್ಞಾನವೇ ನಿಜವಾದ ಸಂಪತ್ತಾಗಿದೆ.ಸಾಮಾಜಿಕ ಜಾಲತಾಣಗಳ ತಪ್ಪು ಬಳಕೆಯಿಂದ ಮಕ್ಕಳು,ಯುವ ಸಮುದಾಯ ದಾರಿ ತಪ್ಪುತ್ತಿದ್ದಾರೆ. ಮಾಧ್ಯಮಗಳ ದುರ್ಬಳಕೆಯಿಂದಾಗಿ ಮಕ್ಕಳು,ಯುವಜನರು ಹಿರಿಯರಿಗೆ ಗೌರವ ಕೊಡುವುದರಲ್ಲಿ ನಿರ್ಲಕ್ಷ್ಯ ತೋರುತ್ತಿದ್ದಾರೆ. ಶರಣ ತತ್ವ ಚಿಂತನೆ ಮತ್ತು ಅನುಷ್ಠಾನದಿಂದ ಮನಸ್ಸು ಶುದ್ಧವಾಗುತ್ತದಲ್ಲದೆ. ಅರ್ಥಪೂರ್ಣ ಜೀವನ ಸಾಗಿಸಲು ಸಾಧ್ಯ ಸುಸಂಸ್ಕೃತ ದೇಶವನ್ನಾಗಿ ನಿರ್ಮಿಸಲು ಶರಣ: [362, 1326, 528, 1472]
dateline: ಬಳ್ಳಾರಿ,ನ.03:: [20, 902, 60, 912]
magenta-dot-icon: [885, 1544, 896, 1557]
issue-date: ಮಂಗಳವಾರ 04 ನವೆಂಬರ್ 2025: [18, 29, 189, 46]
story-congress-signature-campaign: [14, 62, 698, 420]
article-column: [344, 892, 494, 1124]
page-number-badge: 03: [890, 27, 920, 57]
byline: ಸುವರ್ಣವಾಹಿನಿ ಸುದ್ದಿ: [715, 420, 766, 429]
article-text: ಮತ್ತು ತಾಯಿ ಭುವನೇಶ್ವರಿ, ಚಿತ್ರಪಟವನ್ನು, ಸಂಭ್ರಮ ಸಡಗರದಿಂದ, ಮೆರವಣಿಗೆ ಮೂಲಕ, ಕನ್ನಡಿಗರು, ಸಂತೋಷದಿಂದ, ಕುಪ್ಪಳಿಸಿದರು. ಈ ಕಾರ್ಯಕ್ರಮದಲ್ಲಿ ವಿಶಿಷ್ಟತೆಯನ್ನು ಹೊಂದಿರುವಂತ ಪ್ರತಿಭಾವಂತರನ್ನು ಬಹುಮಾನ ವಿತರಿಸಲಾಯಿತು. ಈ ಸಂದರ್ಭದಲ್ಲಿ ಪಟ್ಟಣ ಪಂಚಾಯಿತಿ ಮುಖ್ಯ ಕಾರ್ಯನಿರ್ವಾಹಕ ಅಧಿಕಾರಿ ಶ್ರೀ ಲಕ್ಷಣ ಕೋ ರಿಮಣೆ, ತಾಲೂಕ ಪಂಚಾಯಿತಿ ಇಒ ರಾಜಶೇಖರ್, ಸಿಡಿಪಿಒ ವಿರೂಪಾಕ್ಷಪ್ಪ, ಕನಕಗಿರಿ ಪಿಎಸ್ಐ ಎಂಡಿ ಫೈಜುಲ, ಸಂಗಪ್ಪ ಸಜ್ಜನ್, ಹನುಮಂತಪ್ಪ, ಶಾಂತಪ್ಪ, ಗಂಗಾಧರ ಚೌಡಿಕಿ, ಕೃಷ್ಣಪ್ಪ, ಪಟ್ಟಣ ಪಂಚಾಯಿತಿ ಉಪಾಧ್ಯಕ್ಷ, ಕಂಠಿ ರಂಗಪ್ಪ, ಪಟ್ಟಣ ಪಂಚಾಯಿತ್ ಅಧ್ಯಕ್ಷ ಹುಸೇನ್ ಬಿ ಚಳಮರಿ, ನೂರ್ ಸಾಬ್, ಅನಿಲ್ ಕುಮಾರ್ ಬಿಜ್ಜಳ, ರಾಜಸಾಬ್ ನಂದಾಪುರ, ಸುರೇಶ್ ಗುಗ್ಗಳ್ ಶೆಟ್ಟಿ, ಹನುಮೇಶ್ ವಡವಾಡಿ, ಕನಕಪ್ಪ, ಶರಣಪ್ಪ ಸಜ್ಜನ್, ಖಾದರ್ ಸಾಬ್, ಹುಲಿಗೆಮ್ಮ ನಾಯಕ್, ಆತಿ ಗಣ್ಯರಿ ವ್ಯಕ್ತಿಗಳು, ಶಾಲೆಯ ಮುಖ್ಯ ಶಿಕ್ಷಕರು ಶಿಕ್ಷಕರು, ಶಾಲೆಯ ಎಲ್ಲಾ ಮಕ್ಕಳು, ಗುರು ಹಿರಿಯರು, ಗ್ರಾಮಸ್ಥರು, ಇನ್ನು ಹಲವಾರು ಉಪಸ್ಥಿತರಿದ್ದರು.: [190, 1308, 350, 1464]
sidebar-title: ಚುಟುಕು ಸುವರ್ಣ: [703, 62, 915, 94]
article-text: ತಾಲೂಕಿನ ಚಿಕ್ಕ ಬಳ್ಳಾರಿ ಗ್ರಾಮದಲ್ಲಿ ಶ್ರೀ ಮಹರ್ಷಿ ವಾಲ್ಮೀಕಿ ನೂತನ ವಿಗ್ರಹ ಪ್ರತಿಷ್ಠಾಪನ ಕಾರ್ಯಕ್ರಮದಲ್ಲಿ ಕರ್ನಾಟಕ ಪ್ರದೇಶ ಕಾಂಗ್ರೆಸ್ ಸಮಿತಿ ಪ್ರಧಾನ ಕಾರ್ಯದರ್ಶಿ ಬಿ.ಎಂ.ಪಾಟೀಲ್ ಮತ್ತು ಕೃಷ್ಣ ಅವರು 20 ಸಾವಿರ ದೇಣಿಗೆ ನೀಡಿದರು. ಈ ಸಂದರ್ಭದಲ್ಲಿ ಎಸ್ ಸೋಮಶೇಖರ ಶ್ರೀ ವಾಲ್ಮೀಕಿ ಯುವ ಸಂಘದ ಅಧ್ಯಕ್ಷ: [260, 704, 400, 766]
article-text: ಮೂರ್ತಿ, ವೆಂಕೋಬ,ಅಯ್ಯಪ್ಪ ನಾಡಂಗ,ಶಶಿಧರ ತೆಕ್ಕಲಕೋಟಿ,ಹಾವಿನಾಳ ಮಹೇಶ, ಪ್ರಹ್ಲಾದ ಬೀರಹಳ್ಳಿ ಹಾಗೂ ಗ್ರಾಮ ಪಂಚಾಯಿತಿ ಅಧ್ಯಕ್ಷರು ಹಾಗೂ ಸದಸ್ಯರು ಊರಿನ ಮುಖಂಡರು, ವಾಲ್ಮೀಕಿ ಸಮಾಜದ ಮುಖಂಡರು ,ಯುವಕರು ಭಾಗವಹಿಸಿದ್ದರು.: [503, 842, 697, 872]
byline: ಸುವರ್ಣವಾಹಿನಿ ಸುದ್ದಿ: [260, 468, 313, 477]
article-column: [534, 1316, 698, 1536]
divider: [18, 1133, 700, 1135]
article-column: [194, 1014, 336, 1124]
divider: [498, 844, 500, 1134]
caption-text: ಅಧ್ಯಕ್ಷ ಬಿ.ಎಂ.ಸತೀಶ್ ಹಾಗೂ ತಾಲೂಕು ವಾಲ್ಮೀಕಿ ಸಂಘದ ಅಧ್ಯಕ್ಷ ನರಸಿಂಹ: [406, 794, 542, 814]
headline: ನ.04 ರಂದು ವಿದ್ಯುತ್ ವ್ಯತ್ಯಯ: [537, 910, 663, 924]
rajyotsava-flag-photo: [405, 468, 682, 590]
story-kannada-protection: [258, 424, 700, 646]
sidebar-item-stroke-day: [708, 1148, 912, 1538]
dateline: ಕಂಪ್ಲಿ,ನ.03:: [20, 550, 54, 560]
story-sharana-thought: [362, 1136, 700, 1536]
black-dot-icon: [69, 1544, 80, 1557]
valmiki-idol-photo: [406, 694, 686, 790]
article-text: ಬಳ್ಳಾರಿ,ನ.03: ಬೆಂಗಳೂರು ಪ್ರಧಾನ ಕಚೇರಿ ನೇಮಕಾತಿ ವಲಯದಿಂದ ನವೆಂಬರ್ 13 ರಿಂದ 19 ರ ವರೆಗೆ ಬಳ್ಳಾರಿ ನಗರದ ಜಿಲ್ಲಾ ಕ್ರೀಡಾಂಗಣದಲ್ಲಿ ಅಗ್ನಿವೀರ್ ನೇಮಕಾತಿ ರ್ಯಾಲಿ ಏರ್ಪಡಿಸಲಾಗಿದೆ. ಕರ್ನಾಟಕ ರಾಜ್ಯದ ಅಭ್ಯರ್ಥಿಗಳಿಗೆ 30 ಜೂನ್ 2025 ರಿಂದ 10 ಜುಲೈ 2025 ರವರೆಗೆ ನಡೆಸಲಾದ ಆನ್‌ಲೈನ್ ಸಾಮಾನ್ಯ ಪ್ರವೇಶ ಪರೀಕ್ಷೆಯಲ್ಲಿ ಅರ್ಹತೆ ಪಡೆದ ಅಗ್ನಿವೀರ್ ವರ್ಗಗಳ ಅರ್ಜಿದಾರರನ್ನು (ಅನ್ವಯವಾಗುವಂತೆ) ವರ್ಗವಾರು ರ್ಯಾಲಿಗೆ ಕರೆಯಲಾಗಿದೆ. ಶಾರ್ಟ್ ಲಿಸ್ಟ್ ಮಾಡಿದ ಅಭ್ಯರ್ಥಿಗಳ ರಾಜ್ಯ ಮತ್ತು ಜಿಲ್ಲೆಗಳ ವಿವಿಧ ವರ್ಗ: ಅಗ್ನಿವೀರ್ ಸಾಮಾನ್ಯ ಕರ್ತವ್ಯ, ಮಾತ್ರ(ಅಗ್ನಿವೀರ್ ಸಾಮಾನ್ಯ ಕರ್ತವ್ಯ ವರ್ಗಕ್ಕೆ ಅರ್ಜಿ ಸಲ್ಲಿಸಿದ ಅಭ್ಯರ್ಥಿಗಳು):- ಕರ್ನಾಟಕ ರಾಜ್ಯದ ಬೆಂಗಳೂರು ನಗರ, ಬೆಂಗಳೂರು ಗ್ರಾಮೀಣ, ತುಮಕೂರು, ಮಂಡ್ಯ, ಮೈಸೂರು, ಬಳ್ಳಾರಿ, ಚಾಮರಾಜನಗರ, ರಾಮನಗರ, ಕೊಡಗು, ಕೋಲಾರ, ಚಿಕ್ಕಬಳ್ಳಾಪುರ, ಹಾಸನ, ಚಿತ್ರದುರ್ಗ, ವಿಜಯನಗರ ಜಿಲ್ಲೆಗಳು. ಅಗ್ನಿವೀರ್ ಟೆಕ್ನಿಕಲ್, ಅಗ್ನಿವೀರ್ ಕ್ಲರ್ಕ್/ಸ್ಟೋರ್ ಕೀಪರ್ ಟೆಕ್ನಿಕಲ್, ಅಗ್ನಿವೀರ್ ಟ್ರೇಡ್ ಮ್ಯಾನ್ (10ನೇ ಪಾಸ್) ಮತ್ತು ಅಗ್ನಿವೀರ್ (8ನೇ ತೇರ್ಗಡೆ) ಟ್ರೇಡ್ ಮ್ಯಾನ್ ಹೊರತುಪಡಿಸಿ ಎಲ್ಲಾ ವರ್ಗಕ್ಕೆ ಮತ್ತು ಅರ್ಜಿ ಸಲ್ಲಿಸಿದ ಎಲ್ಲಾ ಅಭ್ಯರ್ಥಿಗಳು): ಬೆಂಗಳೂರು ನಗರ, ಬೆಂಗಳೂರು ಗ್ರಾಮೀಣ, ರಾಮನಗರ, ಮಂಡ್ಯ, ಮೈಸೂರು, ಬಳ್ಳಾರಿ, ಚಾಮರಾಜನಗರ, ಕೊಡಗು, ಕೋಲಾರ, ಚಿಕ್ಕಬಳ್ಳಾಪುರ, ಹಾಸನ, ಚಿತ್ರದುರ್ಗ, ವಿಜಯನಗರ ಜಿಲ್ಲೆಗಳು. ಬಾಗಲಕೋಟೆ, ಬೆಳಗಾವಿ, ಬೀದರ್, ವಿಜಯಪುರ, ಚಿಕ್ಕಮಗಳೂರು, ದಾವಣಗೆರೆ, ಗದಗ, ಧಾರವಾಡ, ಉತ್ತರ ಕನ್ನಡ, ಹಾವೇರಿ, ದಾವಣಗೆರೆ, ಶಿವಮೊಗ್ಗ, ಉಡುಪಿ, ದಕ್ಷಿಣ ಕನ್ನಡ ಮತ್ತು ಯಾದಗಿರಿ ಜಿಲ್ಲೆಗಳು. ರ್ಯಾಲಿಗೆ ಪ್ರವೇಶ ಪತ್ರಗಳನ್ನು www.joinindianarmy.nic.in ನಿಂದ ಡೌನ್‌ಲೋಡ್ ಮಾಡಿಕೊಳ್ಳಬಹುದು. ನೇಮಕಾತಿ ರ್ಯಾಲಿಯ ಸಮಯದಲ್ಲಿ ನಡೆಸುವ ಪರೀಕ್ಷೆಗಳು ಮತ್ತು ಅಂತಿಮ ಅರ್ಹತೆಯ ಮೇಲೆ ಆಯ್ಕೆ ಮಾಡಲಾಗುತ್ತದೆ ಎಂದು ಪ್ರಕಟಣೆ ತಿಳಿಸಿದೆ.: [715, 693, 905, 937]
dateline: ಕನಕಗಿರಿ,ನ.03:: [20, 1318, 63, 1328]
photo-caption: [406, 794, 542, 830]
caption-text: ನಾಯಕ, ಮುಖಂಡರಾದ ಕುಂಟನಾಳ ಮಲ್ಲಿಕಾರ್ಜುನ ಸ್ವಾಮಿ,ಹಚ್ಚೊಳ್ಳಿ ರಾಮ್ ಸ್ವಾಮಿ,ನರಸಿಂಹ: [550, 794, 686, 814]
article-column: [14, 104, 154, 414]
headline: ಬಳ್ಳಾರಿ ಜಿಲ್ಲಾ ಆಮ್ ಆದ್ಮಿ ಪಕ್ಷದ ಕಾರ್ಯಕಾರಿಣಿ ಸಭೆ ಯಶಸ್ವಿ: [80, 855, 434, 876]
article-column: [260, 694, 400, 804]
sidebar-news-briefs: [708, 96, 912, 1542]
article-column: [715, 420, 905, 583]
missing-person-photo: [843, 422, 905, 500]
dateline: ಸಿರುಗುಪ್ಪ,ನ.03:: [260, 704, 306, 714]
story-valmiki-continued: [503, 842, 697, 894]
byline: ಸುವರ್ಣವಾಹಿನಿ ಸುದ್ದಿ: [260, 694, 313, 703]
sidebar-item-agniveer-rally: [708, 648, 912, 1148]
article-column: [405, 594, 540, 644]
magenta-dot-icon: [613, 1544, 624, 1557]
article-column: [715, 131, 905, 304]
article-column: [548, 594, 683, 644]
byline: ಸುವರ್ಣವಾಹಿನಿ ಸುದ್ದಿ: [715, 683, 766, 692]
article-column: [162, 208, 281, 412]
headline: ಕಾಂಗ್ರೇಸ್ ಸಮಿತಿಯಿಂದ ಮತಗಳ್ಳತನದ ವಿರುದ್ಧ ಸಹಿ ಸಂಗ್ರಹ ಅಭಿಯಾನ: [61, 65, 651, 95]
registration-marks-right: [872, 1544, 922, 1557]
headline: ನ.4ರಂದು ವಿಶ್ವ ಪಾರ್ಶ್ವವಾಯು ದಿನಾಚರಣೆ: [735, 1154, 885, 1166]
article-text: ಸಭೆಯಲ್ಲಿ ಚರ್ಚಿಸಲಾಯಿತು. ಪದಾಧಿಕಾರಿಗಳ ನೇಮಕ: ಇದೇ ಸಂದರ್ಭದಲ್ಲಿ ಆಮ್ ಆದ್ಮಿ ಪಕ್ಷದ ಬಳ್ಳಾರಿ ಮಹಾನಗರ ಅಧ್ಯಕ್ಷರಾಗಿ ಡಿ. ಚಕ್ರವರ್ತಿ, ಪ್ರಧಾನ ಕಾರ್ಯದರ್ಶಿಯಾಗಿ ಅನುಗ್ರಹ ಸಂತೋಷ ಕುಮಾರ್, ಉಪಾಧ್ಯಕ್ಷರಾಗಿ ಜಾನಕಿ ರಾಮ್, ಬಳ್ಳಾರಿ ಗ್ರಾಮೀಣ ವಿಧಾನಸಭಾ ಕ್ಷೇತ್ರದ ಅಧ್ಯಕ್ಷರಾಗಿ ಮಿಂಚೇರಿ ರುದ್ರಪ್ಪ, ಬಳ್ಳಾರಿ ಜಿಲ್ಲಾ ಓಬಿಸಿ ಘಟಕದ ಅಧ್ಯಕ್ಷರಾಗಿ ಮಣಿಕಂಠ ಅಚಾರ್, ಸಿರುಗುಪ್ಪ ತಾಲೂಕು ಘಟಕದ ಅಧ್ಯಕ್ಷರಾಗಿ ರಾಮು ನಾಯಕ್, ಜಿಲ್ಲಾ ಭ್ರಷ್ಟಾಚಾರ ವಿರೋಧಿ ಘಟಕದ ಅಧ್ಯಕ್ಷರಾಗಿ ಗೋಪಾಲ್ ರಾಘವ ರೆಡ್ಡಿ, ಜಿಲ್ಲಾ ಕಾರ್ಯದರ್ಶಿಯಾಗಿ ನಾಗರಾಜ್ ಗೌಡ, ಆಟೋ ಚಾಲಕರ ಜಿಲ್ಲಾ ಅಧ್ಯಕ್ಷರಾಗಿ ದೇಶಗಳ್ಳು ಬಸವರಾಜ್, ಬಳ್ಳಾರಿ ನಗರ ಆಟೋ ಚಾಲಕರ ಘಟಕದ ಅಧ್ಯಕ್ಷರಾಗಿ ರಾಜೇಶ್ (ಜೋಗಿ), ಹಾಗೂ ಮುಂತಾದ ವಾರ್ಡ್ ಘಟಕಗಳ ಪದಾಧಿಕಾರಿಗಳನ್ನು ನೇಮಿಸಲಾಯಿತು. ಈ ಸಂದರ್ಭದಲ್ಲಿ ಅನೇಕ ಪಕ್ಷದ ಪ್ರೇಮಿಗಳು ಹಾಗೂ ಕಾರ್ಯಕರ್ತರು ಭಾಗವಹಿಸಿದ್ದರು.: [344, 892, 494, 1048]
story-fmd-vaccination: [18, 426, 244, 830]
story-power-outage: [503, 902, 697, 1130]
byline: ಸುವರ್ಣವಾಹಿನಿ ಸುದ್ದಿ: [20, 1308, 73, 1317]
congress-signature-photo: [162, 104, 408, 204]
sidebar-item-waqf-election: [708, 96, 912, 398]
article-text: ಪಟ್ಟಣದಲ್ಲಿ ಬ್ಲಾಕ್ ಕಾಂಗ್ರೇಸ್ ಸಮಿತಿ ವತಿಯಿಂದ ಶಾಸಕ ಜೆ.ಎನ್.ಗಣೇಶ್ ನೇತೃತ್ವದಲ್ಲಿ 'ವೋಟ್ ಚೋರಿ ಗದ್ದಿ ಚೋಡ್', ಮತಗಳ್ಳತನದ ವಿರುದ್ಧ ಡಾ.ಬಿ.ಆರ್. ಅಂಬೇಡ್ಕರ್ ವೃತ್ತದಲ್ಲಿ ಸಹಿ ಸಂಗ್ರಹ ಅಭಿಯಾನ ಜರುಗಿತು. ಪಟ್ಟಣದ ಪುರಸಭೆ ಮುಂಭಾಗದಿಂದ ನಡೆದ ಮತಗಳ್ಳತನ ವಿರುದ್ಧ ಪ್ರತಿಭಟನಾ ಮೆರವಣಿಗೆ ಡಾ.ಬಿ.ಆರ್.ಅಂಬೇಡ್ಕರ್ ವೃತ್ತದಲ್ಲಿ ಸಮಾವೇಶಗೊಂಡಿತು.ಅಲ್ಲಿ ಬೃಹತ್ ಪರದೆಯ ಮೇಲೆ ವೋಟ್ ಚೋರಿ ಗದ್ದಿ ಚೋಡ್ ಮತಗಳ್ಳತನದ ವಿರುದ್ಧ ಶಾಸಕರಾದ ಜೆ.ಎನ್.ಗಣೇಶ್, ಬ್ಲಾಕ್ ಕಾಂಗ್ರೇಸ್ ಹಾಗೂ ಗ್ಯಾರಂಟಿ ಅನುಷ್ಠಾನ ಸಮಿತಿ ತಾಲ್ಲೂಕು ಅಧ್ಯಕ್ಷರಾದ ಕೆ.ಶ್ರೀನಿವಾಸರಾವು ಹಾಗೂ ಪುರಸಭೆ ಅಧ್ಯಕ್ಷ ಬಟ್ಟಿ ಪ್ರಸಾದ್,ಎಪಿಎಂಸಿ ಅಧ್ಯಕ್ಷ ಎನ್. ಹಬೀಬ್ ರೆಹಮಾನ್ ಅವರುಗಳು ಸಹಿ ಮಾಡುವ ಮೂಲಕ ಚಾಲನೆ ನೀಡಿದರು. ನಂತರ ಕಂಪ್ಲಿ ಪುರಸಭೆಯ ಕಾಂಗ್ರೇಸ್ ಸದಸ್ಯರು, ಪಕ್ಷದ ವಿವಿಧ ಘಟಕಗಳ ಪದಾಧಿಕಾರಿಗಳು, ವಿವಿಧ ಗ್ರಾಮಗಳ ಪಕ್ಷದ ಮುಖಂಡರು, ವಿವಿಧ ಸಮಿತಿಗಳ ಸದಸ್ಯರು ಸಹ: [14, 114, 154, 292]
headline: ಕನ್ನಡನಾಡು ನುಡಿ ರಕ್ಷಣೆ, ನಮ್ಮೆಲ್ಲರ ಹೊಣೆ: [327, 428, 631, 453]
article-text: ತತ್ವ ಚಿಂತನೆ ಅನುಷ್ಠಾನ ಅಗತ್ಯವಾಗಿದೆ ಎಂದರು. ಅಕ್ಕ ಮಹಾದೇವಿ ಮಹಿಳಾ ಮಂಡಳಿ ನಿರ್ದೇಶಕಿ ಅರವಿ ಅನುಪಮ ಮಾತನಾಡಿ ಮನಸ್ಸಿನ ನಿಯಂತ್ರಣ ಇಲ್ಲದಿದ್ದರಿಂದ ಸಾಮಾಜಿಕ ಅಪರಾಧಗಳು ನಡೆಯಲು ಕಾರಣವಾಗಿದೆ. ಮನಶುದ್ಧತೆಗೆ ಶರಣರ ಚಿಂತನೆ ಕೈಗೂಡಿಸಿಕೊಳ್ಳಬೇಕು. ಬಾಲ್ಯದಲ್ಲಿಯೇ ಮಕ್ಕಳಿಗೆ ಶರಣ ಚಿಂತನೆ ಪ್ರೇರಣೆಗೊಳಿಸಬೇಕು ಎಂದರು. ನಿವೃತ್ತ ಶಿಕ್ಷಕ ಕೆ.ಚಂದ್ರಶೇಖರ್ ಅಧ್ಯಕ್ಷತೆ ವಹಿಸಿದ್ದರು. ಸಾಂಗತ್ರಯ ಸಂಸ್ಕೃತ ಪಾಠಶಾಲೆಯ ನಿರ್ದೇಶಕ ಗೌಳೇರು ಶೇಖರಪ್ಪ,ಕಾರ್ಯಾಧ್ಯಕ್ಷ ಬಂಗಿ ದೊಡ್ಡ ಮಂಜುನಾಥ, ಪದಾಧಿಕಾರಿಗಳಾದ ಎಸ್.ಡಿ.ಬಸವರಾಜ, ಎಲಿಗಾರ ವೆಂಕಟರೆಡ್ಡಿ,ಅಶೋಕ ಕುಕನೂರು,ಬಿ. ಎಂ.ಪುಷ್ಪಾ ರುದ್ರಯ್ಯ, ಸಿಂಧುಗೌಡ, ಹನುಮಂತಯ್ಯ ಹಿರೇಮಠ, ಎಚ್.ನಾಗರಾಜು, ಬಡಿಗೇರ ಜಿಲಾನ್ ಸಾಬ್, ಸಜ್ಜೇದ ವೀರಭದ್ರಪ್ಪ, ಎಂ.ಸುರೇಶ್,ಮಡಿವಾಳ ಹುಲುಗಪ್ಪ,ಎಸ್. ರಾಮು, ಎಚ್.ಮಲ್ಲೇಶ್ , ಚಂದ್ರಣ್ಣ ಸೊಪ್ಪಿಮಠ,ಮಂಜಪ್ಪ ಹೂಗಾರ್,ಶಾಮಸುಂದರ ರಾವ್,ನಂದಿವಾಲ ವಿರೂಪಾಕ್ಷಪ್ಪ ಸೇರಿದಂತೆ ಇತರರು ಇದ್ದರು.: [534, 1316, 698, 1472]
headline: ನ.13 ರಿಂದ 19 ರ ವರೆಗೆ ಬಳ್ಳಾರಿಯಲ್ಲಿ ಅಗ್ನಿವೀರ್ ನೇಮಕಾತಿ ರ್ಯಾಲಿ: [721, 654, 899, 679]
yellow-dot-icon: [626, 1544, 637, 1557]
logo-right-text: ವಾಹಿನಿ: [484, 27, 523, 47]
article-text: ಬಳ್ಳಾರಿ,ನ.03: ಸಿರುಗುಪ್ಪ ತಾಲ್ಲೂಕಿನ ಹಳೇಕೋಟೆ ಗ್ರಾಮದ ನಿವಾಸಿ ಜ್ಯೋತಿ ಎನ್ನುವ 19 ವರ್ಷದ ಯುವತಿ ಅ.28 ರಂದು ಕಾಣೆಯಾಗಿರುವ ಕುರಿತು ತೆಕ್ಕಲಕೋಟೆ ಪೊಲೀಸ್ ಠಾಣೆಯಲ್ಲಿ ಪ್ರಕರಣ ದಾಖಲಾಗಿದ್ದು, ಪತ್ತೆಗೆ ಸಹಕರಿಸಬೇಕು ಎಂದು ತೆಕ್ಕಲಕೋಟೆ ಪೊಲೀಸ್ ಠಾಣೆಯ ಸಬ್ ಇನ್ಸ್ ಪೆಕ್ಟರ್ ಮನವಿ ಮಾಡಿದ್ದಾರೆ. ಚಹರೆ ಗುರುತು: ಎತ್ತರ 5.2 ಅಡಿ, ಧೃಡವಾದ ಮೈಕಟ್ಟು, ಗೋಧಿ ಮೈಬಣ್ಣ, ದುಂಡುಮುಖ ಹೊಂದಿದ್ದು, ಕನ್ನಡ ಭಾಷೆ ಮಾತನಾಡುತ್ತಾಳೆ. ಕಾಣೆಯಾದ ಸಂದರ್ಭದಲ್ಲಿ ತಿಳಿ ನೀಲಿ ಬಣ್ಣದ ಟಾಪ್, ಬಿಳಿ ಬಣ್ಣದ ಲೆಗ್ಗಿನ್ ಧರಿಸಿರುತ್ತಾಳೆ. ಮೇಲ್ಕಂಡ ಚಹರೆಯುಳ್ಳ ಯುವತಿಯ ಬಗ್ಗೆ ಮಾಹಿತಿ ಸಿಕ್ಕಲ್ಲಿ ತೆಕ್ಕಲಕೋಟೆ ಪೊಲೀಸ್ ಠಾಣೆ ಪಿಎಸ್ಐ ದೂ.08396-248013, ಮೊ.9480803055, ತೆಕ್ಕಲಕೋಟೆ ವೃತ್ತದ ಸಿಪಿಐ ದೂ.08396-248044, ಬಳ್ಳಾರಿ ಗ್ರಾಮೀಣ ಉಪವಿಭಾಗ ಡಿಎಸ್ಪಿ ದೂ.08392-276000, ಬಳ್ಳಾರಿ ಎಸ್ಪಿ ದೂ.08932-258400 ಗೆ ಸಂಪರ್ಕಿಸಬಹುದು ಎಂದು ಪ್ರಕಟಣೆಯಲ್ಲಿ ತಿಳಿಸಿದ್ದಾರೆ.: [715, 430, 905, 583]
byline: ಸುವರ್ಣವಾಹಿನಿ ಸುದ್ದಿ: [362, 1316, 415, 1325]
dateline: ಕುರುಗೋಡು,ನ.03:: [260, 478, 314, 488]
byline: ಸುವರ್ಣವಾಹಿನಿ ಸುದ್ದಿ: [20, 541, 70, 550]
article-text: ನಗರದ ಜಿಲ್ಲಾ ಕಚೇರಿಯಲ್ಲಿ ಜಿಲ್ಲಾ ಆಮ್ ಆದ್ಮಿ ಪಕ್ಷದ ಕಾರ್ಯಕಾರಿಣಿ ಸಭೆ ಯಶಸ್ವಿಯಾಗಿ ನೆರವೇರಿತು. ಈ ಸಭೆಯಲ್ಲಿ ಪಕ್ಷದ ರಾಜ್ಯ ಕಾರ್ಯಾಧ್ಯಕ್ಷ ಸೀತಾರಾಮ್ ಗುಂಡಪ್ಪ, ರಾಜ್ಯ ಕಾರ್ಯದರ್ಶಿ ರವಿ ಕುಮಾರ್, ರಾಜ್ಯ ಸಂಘಟನಾ ಕಾರ್ಯದರ್ಶಿ ಹಾಗೂ ಬಳ್ಳಾರಿ ಉಸ್ತುವಾರಿ ಅರ್ಜುನ ಹಲಗೆ ಗೌಡರ, ಜಿಲ್ಲಾಧ್ಯಕ್ಷ ಜಿ ವಿ ಮಂಜುನಾಥ, ಬಳ್ಳಾರಿ ಗ್ರಾಮೀಣ ವಿಧಾನಸಭಾ ಕ್ಷೇತ್ರದ ಶಾಸಕ ಸ್ಥಾನದ ಪಕ್ಷದ ಪರಾಜಿತ ಅಭ್ಯರ್ಥಿ ಮಿಂಚೇರಿ ರುದ್ರಪ್ಪ, ಜಿಲ್ಲಾ ಮಹಿಳಾ ಘಟಕದ ಅಧ್ಯಕ್ಷೆ ಇಂದಿರಾ ಸಮ್ಮುಖದಲ್ಲಿ ಸಭೆ ನಡೆಯಿತು. ಈ ಸಭೆಯಲ್ಲಿ ಮುಂಬರುವ ತಾಲೂಕು ಪಂಚಾಯಿತಿ, ಜಿಲ್ಲಾ ಪಂಚಾಯಿತಿಗಳ ಚುನಾವಣೆಯಲ್ಲಿ ಸ್ಪರ್ಧೆ ಮಾಡುವ ಕುರಿತು ಹಾಗೂ ಪಕ್ಷ ಸಂಘಟನೆಯು ಯಾವ ರೀತಿ ಮಾಡಿ ಜನಸಾಮಾನ್ಯರ ಬಳಿಗೆ ಹೋಗಿ ನಮ್ಮ ಪಕ್ಷದ ತತ್ವ ಸಿದ್ಧಾಂತಗಳನ್ನು ತಲುಪಿಸಬೇಕು. ಸಾಮಾಜಿಕ ಜಾಲತಾಣ ಯಾವ ರೀತಿ ಬಳಸಿಕೊಳ್ಳಬೇಕು, ಹಾಗೂ ಕಣ್ಣೆದುರಿಗೆ: [20, 902, 186, 1038]
article-column: [190, 1308, 350, 1536]
article-column: [289, 208, 408, 412]
article-column: [558, 104, 692, 414]
byline: ಸುವರ್ಣವಾಹಿನಿ ಸುದ್ದಿ: [20, 892, 73, 901]
article-column: [362, 1316, 528, 1536]
divider: [18, 843, 498, 845]
rajyotsava-stage-photo: [20, 1188, 258, 1300]
dateline: ಬಳ್ಳಾರಿ,ನ.03:: [503, 948, 543, 958]
article-column: [260, 468, 398, 642]
newspaper-logo: [414, 27, 522, 47]
cyan-dot-icon: [30, 1544, 41, 1557]
article-column: [20, 892, 186, 1124]
story-aap-executive-meeting: [18, 846, 496, 1126]
